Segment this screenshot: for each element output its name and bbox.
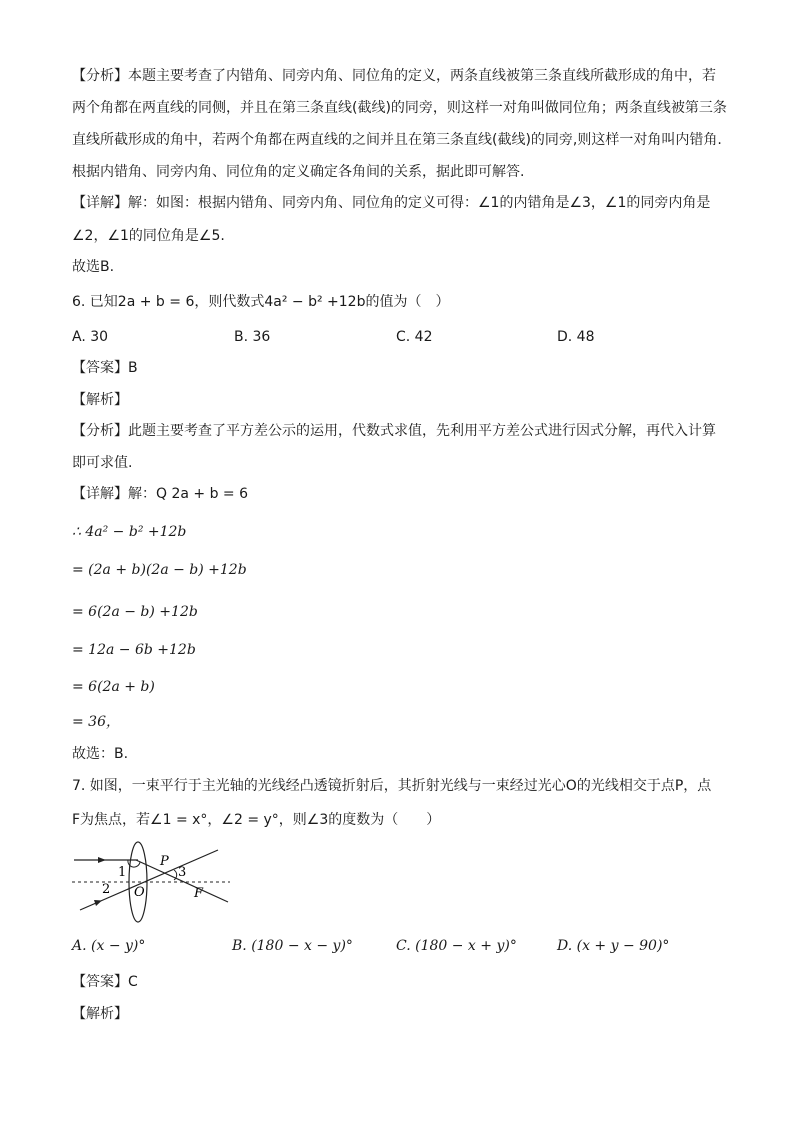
point-o-label: O (134, 885, 145, 900)
text-line: F为焦点，若∠1 = x°，∠2 = y°，则∠3的度数为（ ） (72, 812, 441, 828)
q7-option-d: D. (x + y − 90)° (557, 938, 670, 954)
text-line: 【分析】本题主要考查了内错角、同旁内角、同位角的定义，两条直线被第三条直线所截形成的角中，若 (72, 68, 716, 84)
point-f-label: F (194, 886, 204, 901)
text-line: 【详解】解：如图：根据内错角、同旁内角、同位角的定义可得：∠1的内错角是∠3，∠1的同旁内角是 (72, 195, 711, 211)
question-6: 6. 已知2a + b = 6，则代数式4a² − b² +12b的值为（ ） (72, 294, 450, 310)
q6-option-d: D. 48 (557, 329, 595, 345)
text-line: 即可求值. (72, 455, 133, 471)
q7-option-a: A. (x − y)° (72, 938, 146, 954)
equation-step: = (2a + b)(2a − b) +12b (72, 562, 247, 578)
text-line: 根据内错角、同旁内角、同位角的定义确定各角间的关系，据此即可解答. (72, 164, 525, 180)
analysis-label: 【解析】 (72, 392, 128, 408)
q7-option-c: C. (180 − x + y)° (396, 938, 517, 954)
question-7: 7. 如图，一束平行于主光轴的光线经凸透镜折射后，其折射光线与一束经过光心O的光线相交于点P，点 (72, 778, 712, 794)
text-line: 直线所截形成的角中，若两个角都在两直线的之间并且在第三条直线(截线)的同旁,则这样一对角叫内错角. (72, 132, 722, 148)
text-line: 【详解】解：Q 2a + b = 6 (72, 486, 249, 502)
point-p-label: P (160, 854, 169, 869)
equation-step: = 36， (72, 714, 120, 730)
angle-2-label: 2 (102, 882, 111, 897)
q6-option-c: C. 42 (396, 329, 433, 345)
q7-option-b: B. (180 − x − y)° (232, 938, 353, 954)
equation-step: = 6(2a − b) +12b (72, 604, 198, 620)
answer-label: 【答案】B (72, 360, 138, 376)
text-line: 两个角都在两直线的同侧，并且在第三条直线(截线)的同旁，则这样一对角叫做同位角；两条直线被第三条 (72, 100, 727, 116)
lens-diagram (70, 840, 235, 925)
angle-1-label: 1 (118, 865, 127, 880)
angle-3-label: 3 (178, 865, 187, 880)
q6-option-a: A. 30 (72, 329, 109, 345)
text-line: 【分析】此题主要考查了平方差公示的运用，代数式求值，先利用平方差公式进行因式分解，再代入计算 (72, 423, 716, 439)
answer-label: 【答案】C (72, 974, 138, 990)
text-line: 故选B. (72, 259, 115, 275)
text-line: 故选：B. (72, 746, 129, 762)
q6-option-b: B. 36 (234, 329, 271, 345)
analysis-label: 【解析】 (72, 1006, 128, 1022)
equation-step: = 6(2a + b) (72, 679, 155, 695)
equation-step: = 12a − 6b +12b (72, 642, 196, 658)
text-line: ∠2，∠1的同位角是∠5. (72, 228, 225, 244)
equation-step: ∴ 4a² − b² +12b (72, 524, 187, 540)
